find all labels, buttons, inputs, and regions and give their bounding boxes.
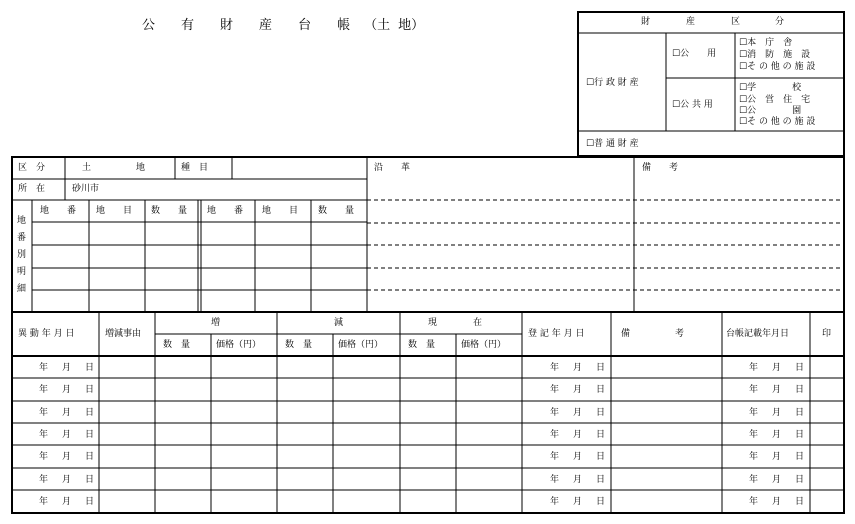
- enkaku-label: 沿 革: [374, 163, 411, 173]
- biko-label: 備 考: [642, 163, 679, 173]
- date-part-label: 月: [772, 475, 782, 485]
- date-part-label: 月: [772, 497, 782, 507]
- checkbox-icon[interactable]: ☐: [739, 50, 748, 60]
- date-part-label: 月: [772, 408, 782, 418]
- title-char: （土: [364, 18, 391, 33]
- date-part-label: 年: [550, 430, 560, 440]
- date-part-label: 年: [39, 385, 49, 395]
- date-part-label: 日: [85, 408, 95, 418]
- koyo-item[interactable]: [739, 39, 792, 48]
- date-part-label: 年: [749, 430, 759, 440]
- date-part-label: 日: [596, 497, 606, 507]
- kokyoyo-label: 公 共 用: [680, 100, 713, 110]
- lot-side-label: 細: [17, 284, 27, 294]
- date-part-label: 年: [39, 452, 49, 462]
- date-part-label: 月: [573, 363, 583, 373]
- date-part-label: 年: [749, 385, 759, 395]
- seal-header: 印: [822, 329, 832, 339]
- date-part-label: 日: [596, 385, 606, 395]
- kokyoyo-item-label: そ の 他 の 施 設: [747, 117, 816, 127]
- date-part-label: 日: [596, 475, 606, 485]
- lot-side-label: 番: [17, 233, 27, 243]
- date-part-label: 年: [39, 408, 49, 418]
- price-header: 価格（円）: [461, 340, 507, 350]
- date-part-label: 日: [795, 430, 805, 440]
- date-part-label: 月: [772, 430, 782, 440]
- kokyoyo-item[interactable]: [739, 84, 801, 93]
- koyo-label: 公 用: [680, 49, 717, 59]
- koyo-item-label: そ の 他 の 施 設: [747, 62, 816, 72]
- date-part-label: 月: [772, 385, 782, 395]
- checkbox-icon[interactable]: ☐: [739, 62, 748, 72]
- date-part-label: 月: [62, 497, 72, 507]
- title-char: 帳: [337, 18, 351, 33]
- date-part-label: 日: [85, 363, 95, 373]
- shumoku-label: 種 目: [181, 163, 209, 173]
- date-part-label: 日: [795, 408, 805, 418]
- lot-side-label: 別: [17, 250, 27, 260]
- date-part-label: 月: [62, 430, 72, 440]
- title-char: 台: [298, 18, 312, 33]
- date-part-label: 月: [573, 430, 583, 440]
- shozai-value: 砂川市: [72, 184, 100, 194]
- date-part-label: 年: [749, 363, 759, 373]
- date-part-label: 日: [85, 475, 95, 485]
- gyosei-label: 行 政 財 産: [594, 78, 639, 88]
- koyo-item-label: 本 庁 舎: [747, 38, 793, 48]
- checkbox-icon[interactable]: ☐: [672, 100, 681, 110]
- quantity-header: 数 量: [163, 340, 191, 350]
- quantity-header: 数 量: [285, 340, 313, 350]
- koyo-option[interactable]: [672, 50, 732, 59]
- date-part-label: 年: [39, 497, 49, 507]
- kokyoyo-item[interactable]: [739, 107, 801, 116]
- date-part-label: 日: [795, 475, 805, 485]
- date-part-label: 日: [85, 497, 95, 507]
- kubun-label: 区 分: [18, 163, 46, 173]
- date-part-label: 年: [550, 475, 560, 485]
- date-part-label: 月: [573, 497, 583, 507]
- kokyoyo-item[interactable]: [739, 118, 815, 127]
- lot-header: 地 目: [96, 206, 133, 216]
- date-part-label: 年: [749, 497, 759, 507]
- date-part-label: 年: [749, 408, 759, 418]
- title-char: 産: [259, 18, 273, 33]
- date-part-label: 日: [795, 363, 805, 373]
- futsu-zaisan-option[interactable]: [586, 140, 639, 149]
- koyo-item-label: 消 防 施 設: [747, 50, 811, 60]
- kubun-value: 土 地: [82, 163, 146, 173]
- lot-header: 数 量: [151, 206, 188, 216]
- title-char: 地）: [398, 18, 425, 33]
- date-part-label: 月: [573, 385, 583, 395]
- checkbox-icon[interactable]: ☐: [739, 38, 748, 48]
- reason-header: 増減事由: [105, 329, 142, 339]
- date-part-label: 日: [795, 497, 805, 507]
- futsu-label: 普 通 財 産: [594, 139, 639, 149]
- date-part-label: 年: [550, 408, 560, 418]
- koyo-item[interactable]: [739, 51, 810, 60]
- date-part-label: 日: [596, 430, 606, 440]
- koyo-item[interactable]: [739, 63, 815, 72]
- classification-header-4: 分: [775, 17, 785, 27]
- shozai-label: 所 在: [18, 184, 46, 194]
- change-date-header: 異 動 年 月 日: [18, 329, 75, 339]
- date-part-label: 年: [749, 452, 759, 462]
- kokyoyo-item-label: 公 営 住 宅: [747, 95, 811, 105]
- checkbox-icon[interactable]: ☐: [739, 106, 748, 116]
- date-part-label: 年: [39, 363, 49, 373]
- date-part-label: 日: [795, 452, 805, 462]
- lot-header: 地 番: [40, 206, 77, 216]
- date-part-label: 年: [550, 497, 560, 507]
- title-char: 公: [142, 18, 156, 33]
- date-part-label: 日: [795, 385, 805, 395]
- kokyoyo-item-label: 学 校: [747, 83, 802, 93]
- classification-header-3: 区: [731, 17, 741, 27]
- price-header: 価格（円）: [338, 340, 384, 350]
- date-part-label: 日: [596, 452, 606, 462]
- quantity-header: 数 量: [408, 340, 436, 350]
- date-part-label: 年: [749, 475, 759, 485]
- date-part-label: 日: [85, 452, 95, 462]
- checkbox-icon[interactable]: ☐: [586, 78, 595, 88]
- entry-date-header: 台帳記載年月日: [726, 329, 790, 339]
- lot-header: 地 目: [262, 206, 299, 216]
- decrease-header: 減: [334, 318, 344, 328]
- checkbox-icon[interactable]: ☐: [739, 117, 748, 127]
- lot-header: 数 量: [318, 206, 355, 216]
- gyosei-zaisan-option[interactable]: [586, 79, 639, 88]
- date-part-label: 月: [573, 408, 583, 418]
- checkbox-icon[interactable]: ☐: [586, 139, 595, 149]
- date-part-label: 月: [62, 452, 72, 462]
- date-part-label: 日: [85, 430, 95, 440]
- checkbox-icon[interactable]: ☐: [672, 49, 681, 59]
- lot-side-label: 地: [17, 216, 27, 226]
- registration-date-header: 登 記 年 月 日: [528, 329, 585, 339]
- date-part-label: 日: [596, 408, 606, 418]
- date-part-label: 月: [573, 452, 583, 462]
- date-part-label: 年: [39, 430, 49, 440]
- kokyoyo-item-label: 公 園: [747, 106, 802, 116]
- date-part-label: 日: [596, 363, 606, 373]
- date-part-label: 月: [573, 475, 583, 485]
- kokyoyo-option[interactable]: [672, 101, 713, 110]
- date-part-label: 月: [62, 363, 72, 373]
- title-char: 有: [181, 18, 195, 33]
- kokyoyo-item[interactable]: [739, 96, 810, 105]
- date-part-label: 月: [62, 408, 72, 418]
- date-part-label: 年: [550, 363, 560, 373]
- date-part-label: 月: [772, 363, 782, 373]
- lot-side-label: 明: [17, 267, 27, 277]
- checkbox-icon[interactable]: ☐: [739, 83, 748, 93]
- checkbox-icon[interactable]: ☐: [739, 95, 748, 105]
- date-part-label: 月: [772, 452, 782, 462]
- date-part-label: 日: [85, 385, 95, 395]
- date-part-label: 年: [550, 452, 560, 462]
- classification-header-1: 財: [641, 17, 651, 27]
- remarks-header: 備 考: [621, 329, 685, 339]
- date-part-label: 月: [62, 385, 72, 395]
- classification-header-2: 産: [686, 17, 696, 27]
- lot-header: 地 番: [207, 206, 244, 216]
- price-header: 価格（円）: [216, 340, 262, 350]
- date-part-label: 年: [550, 385, 560, 395]
- date-part-label: 月: [62, 475, 72, 485]
- current-header: 現 在: [428, 318, 483, 328]
- title-char: 財: [220, 18, 234, 33]
- date-part-label: 年: [39, 475, 49, 485]
- increase-header: 増: [211, 318, 221, 328]
